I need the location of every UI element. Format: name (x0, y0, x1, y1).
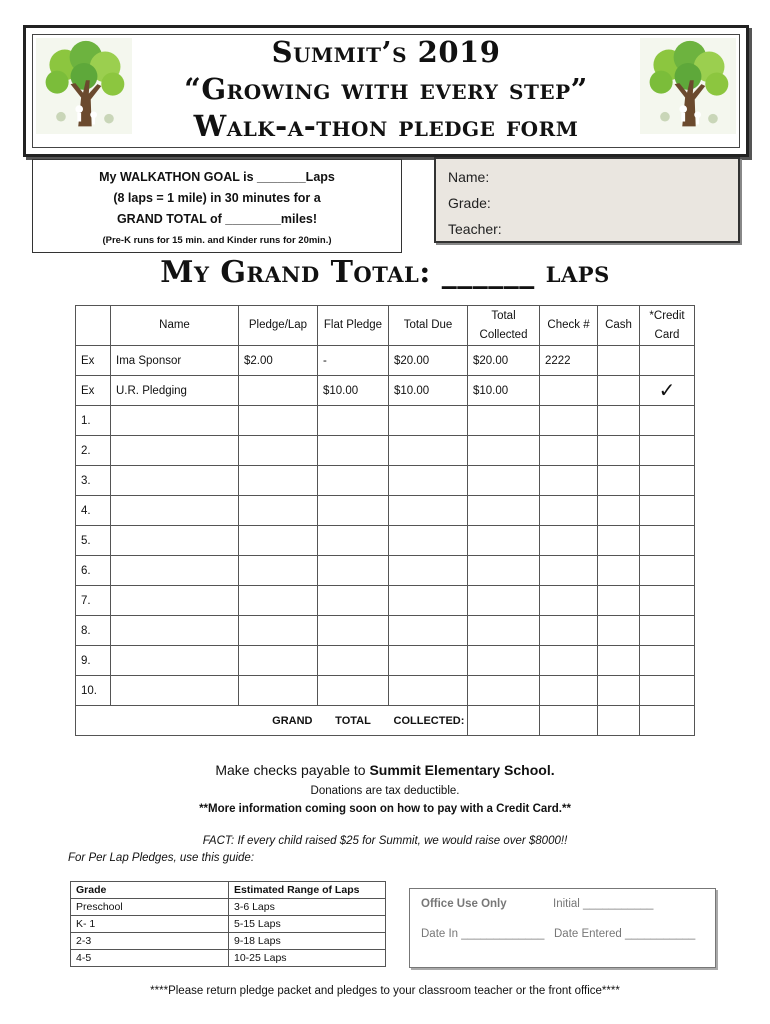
pledge-entry-cell[interactable] (239, 646, 318, 676)
table-cell (640, 346, 695, 376)
grand-total-row (76, 706, 695, 736)
table-row (76, 616, 695, 646)
pledge-entry-cell[interactable] (540, 646, 598, 676)
header-cell: Total Due (389, 306, 468, 346)
pledge-entry-cell[interactable] (111, 676, 239, 706)
tree-icon (36, 38, 132, 134)
pledge-entry-cell[interactable] (318, 496, 389, 526)
table-cell (598, 346, 640, 376)
header-box (23, 25, 749, 157)
table-cell: 4-5 (71, 950, 229, 967)
pledge-entry-cell[interactable] (318, 436, 389, 466)
table-cell: $2.00 (239, 346, 318, 376)
pledge-entry-cell[interactable] (239, 616, 318, 646)
pledge-entry-cell[interactable] (640, 676, 695, 706)
pledge-entry-cell[interactable] (389, 586, 468, 616)
header-cell (76, 306, 111, 346)
row-number: 5. (76, 526, 111, 556)
table-cell: $20.00 (389, 346, 468, 376)
pledge-entry-cell[interactable] (239, 496, 318, 526)
pledge-entry-cell[interactable] (640, 556, 695, 586)
pledge-entry-cell[interactable] (468, 616, 540, 646)
pledge-entry-cell[interactable] (598, 406, 640, 436)
tax-deductible-line: Donations are tax deductible. (310, 785, 460, 797)
lap-guide-table (70, 881, 386, 967)
table-row (76, 646, 695, 676)
pledge-entry-cell[interactable] (598, 646, 640, 676)
pledge-entry-cell[interactable] (111, 436, 239, 466)
pledge-entry-cell[interactable] (111, 466, 239, 496)
pledge-entry-cell[interactable] (598, 676, 640, 706)
pledge-entry-cell[interactable] (111, 496, 239, 526)
table-cell: 3-6 Laps (229, 899, 386, 916)
row-number: 6. (76, 556, 111, 586)
pledge-entry-cell[interactable] (540, 526, 598, 556)
table-cell: 5-15 Laps (229, 916, 386, 933)
pledge-entry-cell[interactable] (239, 556, 318, 586)
table-cell: Ex (76, 346, 111, 376)
row-number: 7. (76, 586, 111, 616)
table-row (76, 436, 695, 466)
grand-total-cash-field[interactable] (598, 706, 640, 736)
pledge-entry-cell[interactable] (640, 586, 695, 616)
teacher-field[interactable]: Teacher: (448, 221, 502, 237)
title-line-3: Walk-a-thon pledge form (193, 109, 579, 143)
pledge-entry-cell[interactable] (640, 406, 695, 436)
pledge-entry-cell[interactable] (389, 556, 468, 586)
pledge-entry-cell[interactable] (540, 466, 598, 496)
pledge-entry-cell[interactable] (598, 556, 640, 586)
fact-line: FACT: If every child raised $25 for Summit, we would raise over $8000!! (202, 835, 568, 847)
pledge-entry-cell[interactable] (318, 466, 389, 496)
table-row (71, 950, 386, 967)
office-date-entered-field[interactable]: Date Entered ___________ (554, 928, 696, 940)
table-row (76, 556, 695, 586)
table-cell: - (318, 346, 389, 376)
checkmark-icon: ✓ (640, 376, 695, 406)
checks-payee: Summit Elementary School. (369, 762, 555, 778)
tree-icon (640, 38, 736, 134)
form-title (136, 34, 636, 145)
pledge-entry-cell[interactable] (389, 526, 468, 556)
pledge-entry-cell[interactable] (640, 466, 695, 496)
table-row (71, 899, 386, 916)
table-cell: Ex (76, 376, 111, 406)
pledge-entry-cell[interactable] (111, 586, 239, 616)
table-row (76, 526, 695, 556)
table-cell: 2-3 (71, 933, 229, 950)
pledge-entry-cell[interactable] (318, 646, 389, 676)
checks-prefix: Make checks payable to (215, 762, 370, 778)
pledge-table (75, 305, 695, 736)
row-number: 4. (76, 496, 111, 526)
pledge-entry-cell[interactable] (468, 646, 540, 676)
pledge-entry-cell[interactable] (318, 616, 389, 646)
pledge-entry-cell[interactable] (111, 556, 239, 586)
name-field[interactable]: Name: (448, 169, 490, 185)
pledge-entry-cell[interactable] (598, 616, 640, 646)
total-label-collected: COLLECTED: (389, 706, 468, 736)
pledge-entry-cell[interactable] (111, 616, 239, 646)
pledge-entry-cell[interactable] (598, 526, 640, 556)
table-row (76, 496, 695, 526)
pledge-entry-cell[interactable] (389, 466, 468, 496)
table-cell: 2222 (540, 346, 598, 376)
guide-header-cell: Grade (71, 882, 229, 899)
goal-line-1[interactable]: My WALKATHON GOAL is _______Laps (99, 170, 335, 184)
table-cell (598, 376, 640, 406)
row-number: 3. (76, 466, 111, 496)
pledge-entry-cell[interactable] (540, 586, 598, 616)
table-cell: $10.00 (318, 376, 389, 406)
table-row (76, 406, 695, 436)
pledge-entry-cell[interactable] (239, 406, 318, 436)
pledge-entry-cell[interactable] (389, 406, 468, 436)
table-row (76, 376, 695, 406)
pledge-entry-cell[interactable] (389, 676, 468, 706)
table-cell (540, 376, 598, 406)
table-row (76, 466, 695, 496)
table-row (76, 586, 695, 616)
pledge-entry-cell[interactable] (640, 496, 695, 526)
table-cell: 9-18 Laps (229, 933, 386, 950)
pledge-entry-cell[interactable] (111, 526, 239, 556)
row-number: 8. (76, 616, 111, 646)
grand-total-credit-field[interactable] (640, 706, 695, 736)
office-use-box (409, 888, 716, 968)
table-row (71, 933, 386, 950)
pledge-entry-cell[interactable] (239, 526, 318, 556)
title-line-2: “Growing with every step” (184, 72, 588, 106)
table-cell: Ima Sponsor (111, 346, 239, 376)
table-cell: K- 1 (71, 916, 229, 933)
table-row (71, 916, 386, 933)
pledge-entry-cell[interactable] (318, 586, 389, 616)
office-use-title: Office Use Only (421, 898, 507, 910)
table-cell: $10.00 (389, 376, 468, 406)
pledge-entry-cell[interactable] (468, 676, 540, 706)
goal-note: (Pre-K runs for 15 min. and Kinder runs for 20min.) (102, 235, 332, 246)
student-info-box (434, 157, 740, 243)
pledge-entry-cell[interactable] (318, 676, 389, 706)
row-number: 1. (76, 406, 111, 436)
pledge-entry-cell[interactable] (540, 616, 598, 646)
table-row (76, 346, 695, 376)
guide-label: For Per Lap Pledges, use this guide: (68, 852, 255, 864)
pledge-entry-cell[interactable] (468, 586, 540, 616)
pledge-entry-cell[interactable] (111, 406, 239, 436)
pledge-entry-cell[interactable] (468, 526, 540, 556)
title-line-1: Summit’s 2019 (271, 35, 501, 69)
pledge-entry-cell[interactable] (239, 466, 318, 496)
header-cell: Name (111, 306, 239, 346)
pledge-entry-cell[interactable] (640, 526, 695, 556)
total-label-total: TOTAL (318, 706, 389, 736)
header-cell: Flat Pledge (318, 306, 389, 346)
grade-field[interactable]: Grade: (448, 195, 491, 211)
pledge-entry-cell[interactable] (239, 436, 318, 466)
pledge-entry-cell[interactable] (468, 556, 540, 586)
table-cell: Preschool (71, 899, 229, 916)
pledge-entry-cell[interactable] (318, 556, 389, 586)
grand-total-title: My Grand Total: ______ laps (160, 255, 610, 290)
grand-total-collected-field[interactable] (468, 706, 540, 736)
pledge-entry-cell[interactable] (468, 496, 540, 526)
guide-header-cell: Estimated Range of Laps (229, 882, 386, 899)
pledge-entry-cell[interactable] (598, 436, 640, 466)
guide-header-row (71, 882, 386, 899)
header-cell: Pledge/Lap (239, 306, 318, 346)
goal-line-3[interactable]: GRAND TOTAL of ________miles! (116, 212, 318, 226)
grand-total-check-field[interactable] (540, 706, 598, 736)
pledge-entry-cell[interactable] (389, 436, 468, 466)
checks-payable-line (0, 760, 770, 780)
pledge-entry-cell[interactable] (318, 526, 389, 556)
pledge-entry-cell[interactable] (389, 646, 468, 676)
return-instructions: ****Please return pledge packet and pledges to your classroom teacher or the front office**** (150, 985, 620, 997)
goal-line-2: (8 laps = 1 mile) in 30 minutes for a (113, 191, 321, 205)
row-number: 2. (76, 436, 111, 466)
table-cell (239, 376, 318, 406)
pledge-entry-cell[interactable] (111, 646, 239, 676)
table-row (76, 676, 695, 706)
pledge-entry-cell[interactable] (540, 436, 598, 466)
pledge-entry-cell[interactable] (540, 496, 598, 526)
pledge-entry-cell[interactable] (540, 676, 598, 706)
payment-notes (0, 760, 770, 850)
pledge-entry-cell[interactable] (389, 616, 468, 646)
pledge-entry-cell[interactable] (239, 676, 318, 706)
pledge-entry-cell[interactable] (640, 436, 695, 466)
table-cell: 10-25 Laps (229, 950, 386, 967)
pledge-entry-cell[interactable] (468, 436, 540, 466)
header-cell: Cash (598, 306, 640, 346)
table-cell: $10.00 (468, 376, 540, 406)
header-cell: Total Collected (468, 306, 540, 346)
pledge-entry-cell[interactable] (389, 496, 468, 526)
table-cell: U.R. Pledging (111, 376, 239, 406)
walkathon-goal-box (32, 159, 402, 253)
pledge-entry-cell[interactable] (540, 556, 598, 586)
pledge-entry-cell[interactable] (640, 646, 695, 676)
office-initial-field[interactable]: Initial ___________ (553, 898, 654, 910)
office-date-in-field[interactable]: Date In _____________ (421, 928, 545, 940)
pledge-entry-cell[interactable] (468, 466, 540, 496)
pledge-entry-cell[interactable] (598, 496, 640, 526)
table-cell: $20.00 (468, 346, 540, 376)
total-label-grand: GRAND (239, 706, 318, 736)
pledge-entry-cell[interactable] (318, 406, 389, 436)
row-number: 9. (76, 646, 111, 676)
header-cell: Check # (540, 306, 598, 346)
pledge-entry-cell[interactable] (468, 406, 540, 436)
pledge-entry-cell[interactable] (598, 466, 640, 496)
pledge-entry-cell[interactable] (540, 406, 598, 436)
header-cell: *Credit Card (640, 306, 695, 346)
row-number: 10. (76, 676, 111, 706)
pledge-entry-cell[interactable] (598, 586, 640, 616)
pledge-entry-cell[interactable] (640, 616, 695, 646)
pledge-table-header-row (76, 306, 695, 346)
credit-card-line: **More information coming soon on how to pay with a Credit Card.** (199, 803, 571, 815)
pledge-entry-cell[interactable] (239, 586, 318, 616)
